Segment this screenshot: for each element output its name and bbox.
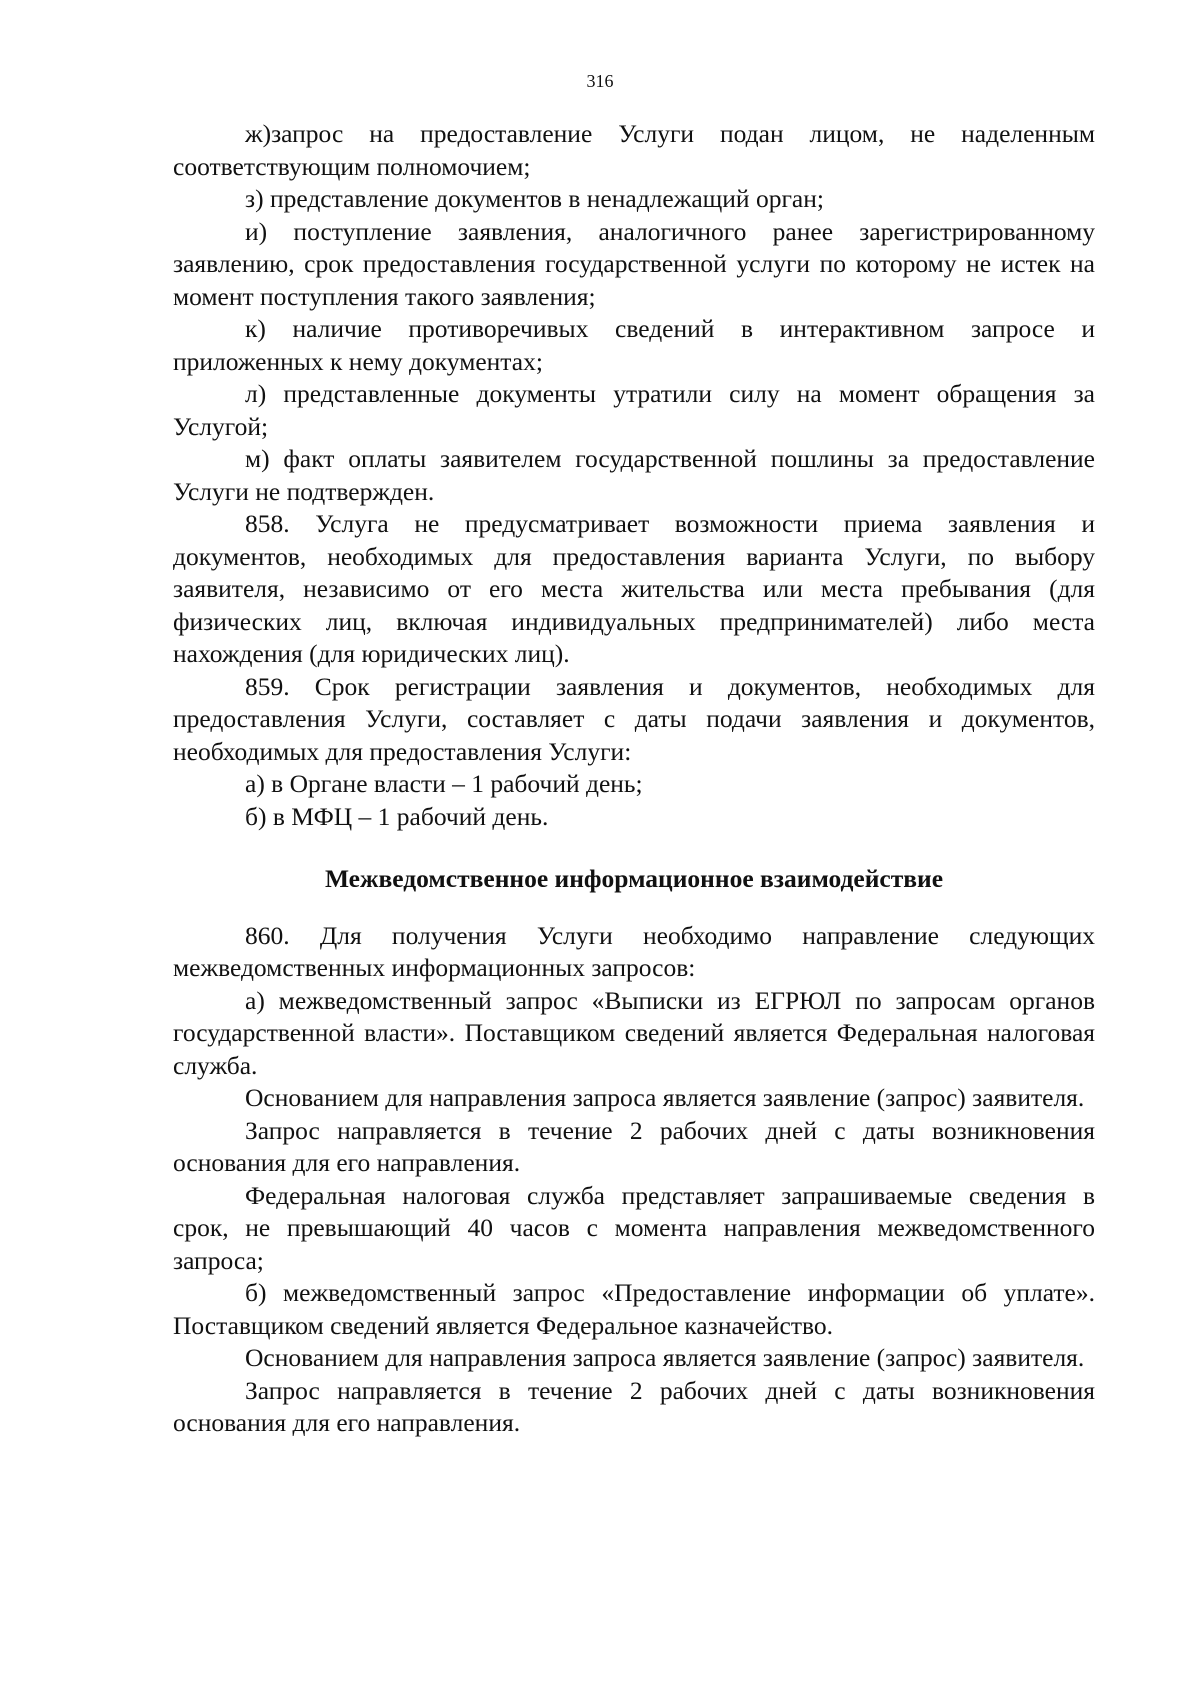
paragraph-timing-1: Запрос направляется в течение 2 рабочих дней с даты возникновения основания для его направления. bbox=[173, 1115, 1095, 1177]
paragraph-fns-response: Федеральная налоговая служба представляет запрашиваемые сведения в срок, не превышающий 40 часов с момента направления межведомственного запроса; bbox=[173, 1180, 1095, 1275]
paragraph-basis-2: Основанием для направления запроса является заявление (запрос) заявителя. bbox=[245, 1343, 1085, 1372]
paragraph-860-a: а) межведомственный запрос «Выписки из ЕГРЮЛ по запросам органов государственной власти». Поставщиком сведений является Федеральная налоговая служба. bbox=[173, 985, 1095, 1080]
paragraph-860-b: б) межведомственный запрос «Предоставление информации об уплате». Поставщиком сведений является Федеральное казначейство. bbox=[173, 1278, 1095, 1340]
paragraph-860: 860. Для получения Услуги необходимо направление следующих межведомственных информационных запросов: bbox=[173, 920, 1095, 982]
paragraph-item-zh: ж)запрос на предоставление Услуги подан лицом, не наделенным соответствующим полномочием; bbox=[173, 119, 1095, 181]
paragraph-859-b: б) в МФЦ – 1 рабочий день. bbox=[245, 801, 549, 831]
paragraph-858: 858. Услуга не предусматривает возможности приема заявления и документов, необходимых для предоставления варианта Услуги, по выбору заявителя, независимо от его места жительства или места пребывания (для физических лиц, включая индивидуальных предпринимателей) либо места нахождения (для юридических лиц). bbox=[173, 509, 1095, 668]
paragraph-item-l: л) представленные документы утратили силу на момент обращения за Услугой; bbox=[173, 379, 1095, 441]
paragraph-item-i: и) поступление заявления, аналогичного ранее зарегистрированному заявлению, срок предоставления государственной услуги по которому не истек на момент поступления такого заявления; bbox=[173, 216, 1095, 311]
paragraph-item-k: к) наличие противоречивых сведений в интерактивном запросе и приложенных к нему документах; bbox=[173, 314, 1095, 376]
document-body bbox=[173, 118, 1095, 1440]
section-heading: Межведомственное информационное взаимодействие bbox=[324, 864, 944, 893]
paragraph-859: 859. Срок регистрации заявления и документов, необходимых для предоставления Услуги, составляет с даты подачи заявления и документов, необходимых для предоставления Услуги: bbox=[173, 671, 1095, 766]
paragraph-859-a: а) в Органе власти – 1 рабочий день; bbox=[245, 769, 643, 798]
paragraph-item-m: м) факт оплаты заявителем государственной пошлины за предоставление Услуги не подтвержден. bbox=[173, 444, 1095, 506]
page-number: 316 bbox=[586, 71, 614, 91]
paragraph-item-z: з) представление документов в ненадлежащий орган; bbox=[245, 184, 824, 213]
paragraph-basis-1: Основанием для направления запроса является заявление (запрос) заявителя. bbox=[245, 1083, 1085, 1112]
paragraph-timing-2: Запрос направляется в течение 2 рабочих дней с даты возникновения основания для его направления. bbox=[173, 1375, 1095, 1437]
